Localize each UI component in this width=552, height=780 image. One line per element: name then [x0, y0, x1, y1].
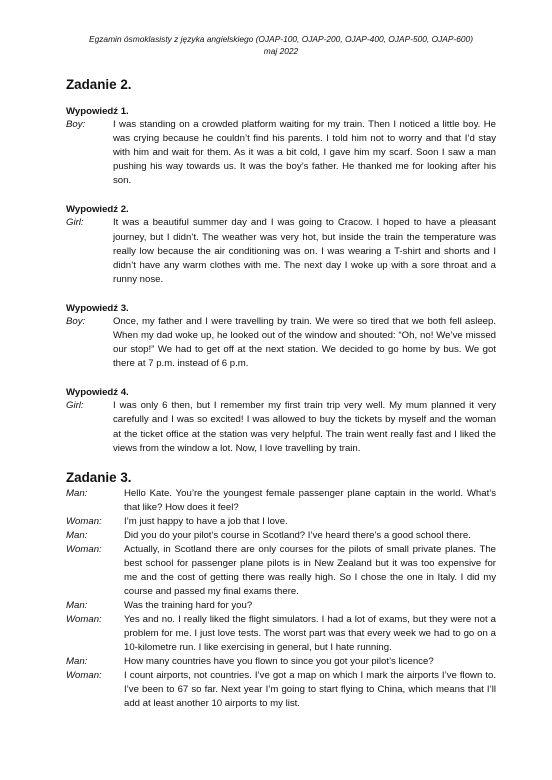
- dialogue: [66, 487, 496, 711]
- dialogue-text: I count airports, not countries. I’ve got a map on which I mark the airports I’ve flown to. I’ve been to 67 so far. Next year I’m going to start flying to China, which means that I’ll add at least another 10 airports to my list.: [124, 669, 496, 709]
- exam-title: Egzamin ósmoklasisty z języka angielskiego (OJAP-100, OJAP-200, OJAP-400, OJAP-500, OJAP-600): [88, 34, 473, 44]
- speaker-label: Woman:: [66, 543, 102, 555]
- dialogue-text: Yes and no. I really liked the flight simulators. I had a lot of exams, but they were not a problem for me. I just love tests. The worst part was that every week we had to go on a 10-kilometre run. I like exercising in general, but I hate running.: [124, 613, 496, 653]
- dialogue-text: Did you do your pilot’s course in Scotland? I’ve heard there’s a good school there.: [124, 529, 471, 541]
- wypowiedz-title: Wypowiedź 1.: [66, 106, 129, 117]
- wypowiedz-3: [66, 303, 496, 371]
- dialogue-line: [66, 669, 496, 711]
- wypowiedz-title: Wypowiedź 3.: [66, 302, 129, 314]
- dialogue-line: [66, 599, 496, 613]
- dialogue-text: How many countries have you flown to since you got your pilot’s licence?: [124, 655, 434, 667]
- dialogue-line: [66, 487, 496, 515]
- speaker-label: Girl:: [66, 400, 84, 412]
- dialogue-text: Was the training hard for you?: [124, 599, 253, 611]
- page-header: [66, 0, 496, 57]
- speaker-label: Man:: [66, 599, 88, 611]
- speech-text: I was standing on a crowded platform waiting for my train. Then I noticed a little boy. He was crying because he couldn’t find his parents. I told him not to worry and that I’d stay with him and wait for them. As it was a bit cold, I gave him my scarf. Soon I saw a man pushing his way towards us. It was the boy’s father. He thanked me for looking after his son.: [113, 119, 496, 187]
- wypowiedz-title: Wypowiedź 4.: [66, 387, 129, 399]
- speech: [66, 118, 496, 188]
- speech-text: Once, my father and I were travelling by train. We were so tired that we both fell asleep. When my dad woke up, he looked out of the window and shouted: “Oh, no! We’ve missed our stop!” We had to get off at the next station. We decided to go home by bus. We got there at 7 p.m. instead of 6 p.m.: [113, 315, 496, 370]
- dialogue-line: [66, 515, 496, 529]
- zadanie-3-title: Zadanie 3.: [66, 469, 132, 485]
- zadanie-2-title: Zadanie 2.: [66, 77, 132, 92]
- speaker-label: Woman:: [66, 515, 102, 527]
- wypowiedz-1: [66, 106, 496, 188]
- wypowiedz-4: [66, 387, 496, 455]
- speaker-label: Boy:: [66, 119, 86, 130]
- speech: [66, 399, 496, 455]
- speaker-label: Man:: [66, 529, 88, 541]
- dialogue-line: [66, 543, 496, 599]
- dialogue-line: [66, 529, 496, 543]
- speech-text: I was only 6 then, but I remember my first train trip very well. My mum planned it very carefully and I was so excited! I was allowed to buy the tickets by myself and the woman at the ticket office at the station was very helpful. The train went really fast and I liked the views from the window a lot. Now, I love travelling by train.: [113, 400, 496, 454]
- speech: [66, 216, 496, 286]
- speaker-label: Woman:: [66, 669, 102, 681]
- dialogue-text: I’m just happy to have a job that I love.: [124, 515, 288, 527]
- dialogue-line: [66, 655, 496, 669]
- dialogue-line: [66, 613, 496, 655]
- speech-text: It was a beautiful summer day and I was going to Cracow. I hoped to have a pleasant journey, but I didn’t. The weather was very hot, but inside the train the temperature was really low because the air conditioning was on. I was wearing a T-shirt and shorts and I didn’t have any warm clothes with me. The next day I woke up with a sore throat and a runny nose.: [113, 217, 496, 285]
- speaker-label: Man:: [66, 655, 88, 667]
- wypowiedz-2: [66, 204, 496, 286]
- speaker-label: Man:: [66, 487, 88, 499]
- exam-date: maj 2022: [263, 46, 299, 56]
- speech: [66, 315, 496, 371]
- dialogue-text: Actually, in Scotland there are only courses for the pilots of small private planes. The best school for passenger plane pilots is in New Zealand but it was too expensive for me and the cost of getting there was really high. So I chose the one in Italy. I did my course and passed my final exams there.: [124, 543, 496, 597]
- speaker-label: Woman:: [66, 613, 102, 625]
- dialogue-text: Hello Kate. You’re the youngest female passenger plane captain in the world. What’s that like? How does it feel?: [124, 487, 496, 513]
- wypowiedz-title: Wypowiedź 2.: [66, 204, 129, 216]
- speaker-label: Girl:: [66, 217, 84, 229]
- speaker-label: Boy:: [66, 315, 86, 327]
